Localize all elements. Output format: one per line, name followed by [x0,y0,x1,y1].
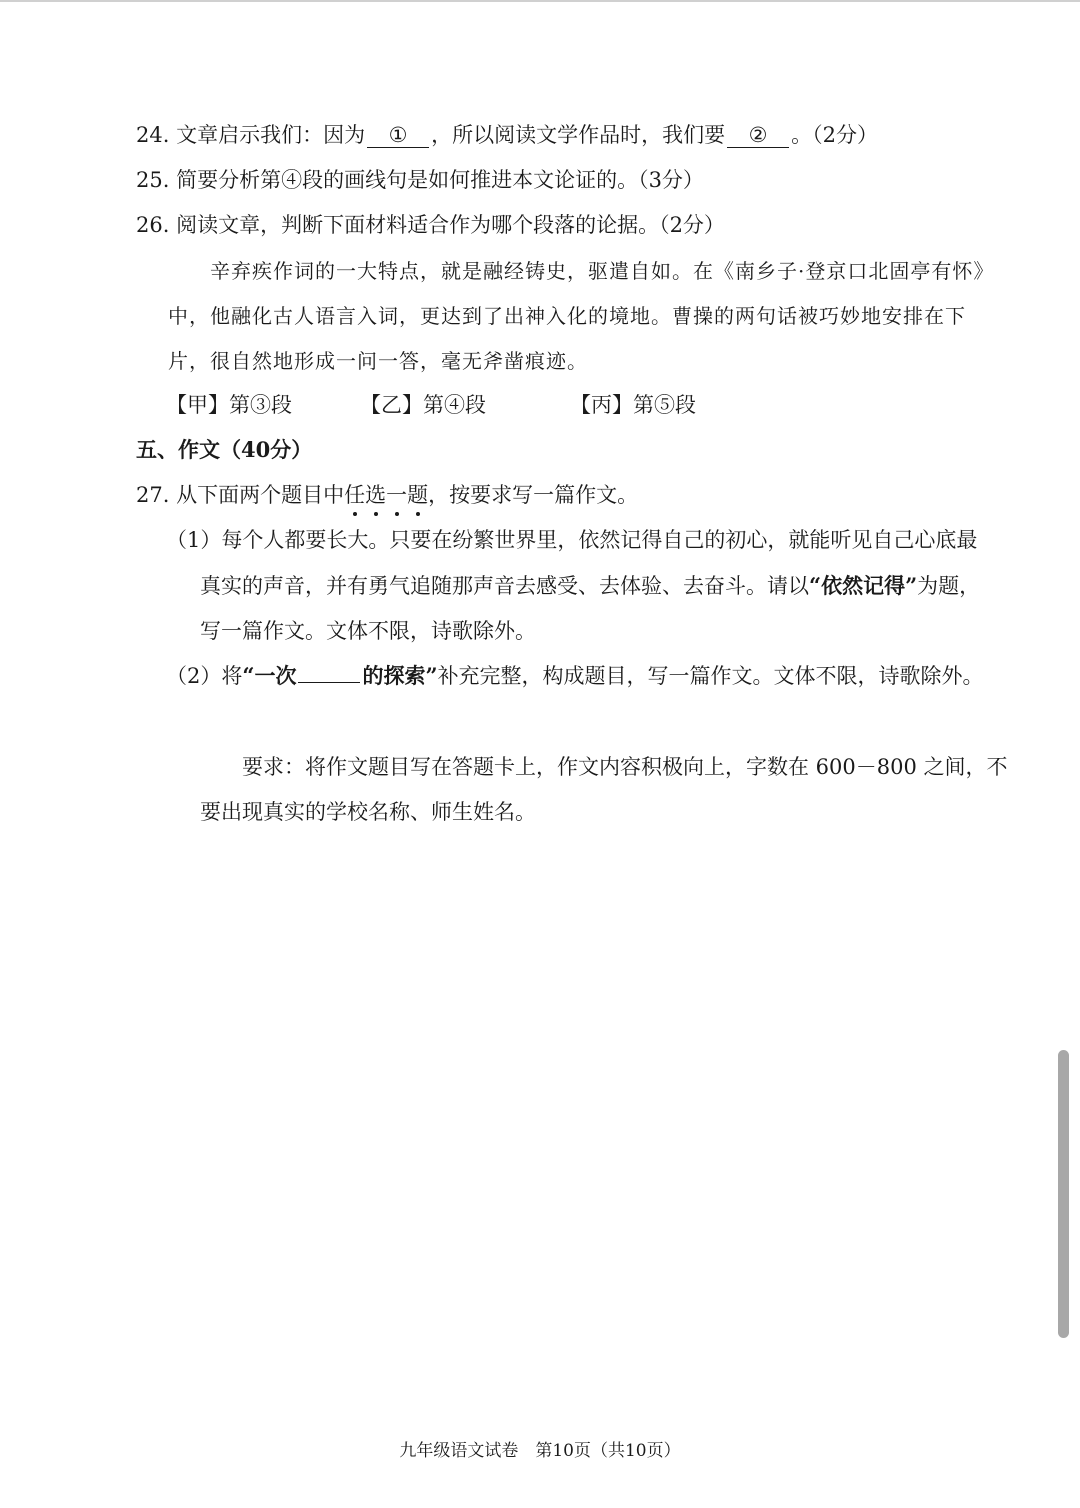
requirement-line-1: 要求：将作文题目写在答题卡上，作文内容积极向上，字数在 600－800 之间，不 [242,755,1008,779]
title-blank [298,682,360,683]
question-26-stem: 26. 阅读文章，判断下面材料适合作为哪个段落的论据。（2分） [136,213,725,237]
emphasis-dots-text: 任选一题 [344,480,428,510]
question-25: 25. 简要分析第④段的画线句是如何推进本文论证的。（3分） [136,168,704,192]
option-c: 【丙】第⑤段 [570,393,696,417]
answer-blank-1: ① [367,123,429,148]
prompt-1-line-1: （1）每个人都要长大。只要在纷繁世界里，依然记得自己的初心，就能听见自己心底最 [166,528,978,552]
question-27-stem: 27. 从下面两个题目中任选一题，按要求写一篇作文。 [136,480,638,510]
prompt-1-line-2: 真实的声音，并有勇气追随那声音去感受、去体验、去奋斗。请以“依然记得”为题， [200,573,981,598]
prompt-1-line-3: 写一篇作文。文体不限，诗歌除外。 [200,619,536,643]
option-b: 【乙】第④段 [360,393,486,417]
prompt-2: （2）将“一次 的探索”补充完整，构成题目，写一篇作文。文体不限，诗歌除外。 [166,663,984,688]
question-24: 24. 文章启示我们：因为 ① ，所以阅读文学作品时，我们要 ② 。（2分） [136,123,878,147]
page-footer: 九年级语文试卷 第10页（共10页） [399,1441,681,1461]
option-a: 【甲】第③段 [166,393,292,417]
top-border [0,0,1080,2]
material-line-2: 中，他融化古人语言入词，更达到了出神入化的境地。曹操的两句话被巧妙地安排在下 [168,304,966,328]
requirement-line-2: 要出现真实的学校名称、师生姓名。 [200,800,536,824]
vertical-scrollbar[interactable] [1058,1050,1069,1338]
material-line-1: 辛弃疾作词的一大特点，就是融经铸史，驱遣自如。在《南乡子·登京口北固亭有怀》 [210,259,995,283]
answer-blank-2: ② [727,123,789,148]
prompt-1-title: “依然记得” [809,573,918,598]
section-5-heading: 五、作文（40分） [136,437,313,462]
material-line-3: 片，很自然地形成一问一答，毫无斧凿痕迹。 [168,349,588,373]
